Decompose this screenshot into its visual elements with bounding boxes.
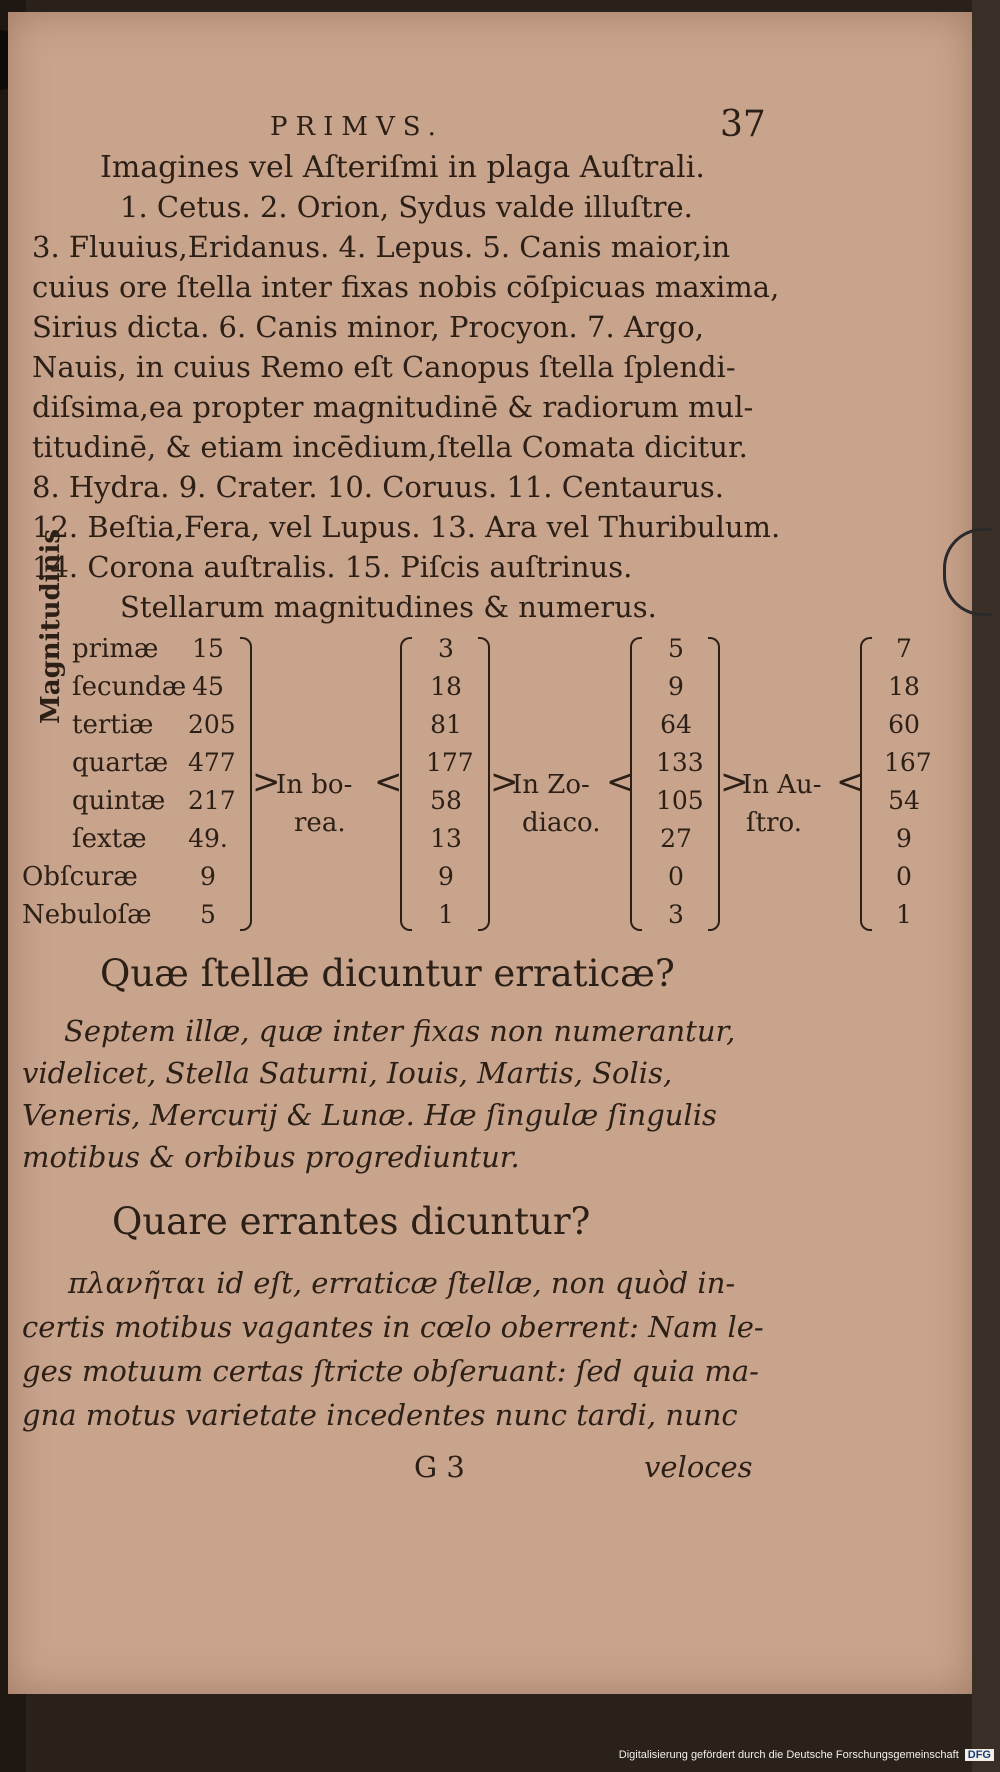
text-line: 12. Beſtia,Fera, vel Lupus. 13. Ara vel Thuribulum. (32, 510, 781, 544)
section-heading: Quare errantes dicuntur? (112, 1200, 591, 1243)
austro-value: 18 (888, 672, 920, 701)
running-head: PRIMVS. (270, 112, 444, 142)
austro-value: 1 (896, 900, 912, 929)
borea-value: 9 (438, 862, 454, 891)
table-row-label: tertiæ (72, 710, 154, 740)
page-header (8, 104, 972, 152)
digitization-credit (619, 1744, 994, 1766)
austro-value: 9 (896, 824, 912, 853)
brace (240, 637, 252, 931)
austro-value: 7 (896, 634, 912, 663)
borea-value: 81 (430, 710, 462, 739)
signature-mark: G 3 (414, 1450, 465, 1484)
table-row-label: quintæ (72, 786, 166, 816)
text-line: πλανῆται id eſt, erraticæ ſtellæ, non quòd in- (68, 1266, 736, 1300)
text-line: certis motibus vagantes in cœlo oberrent: Nam le- (22, 1310, 764, 1344)
text-line: titudinē, & etiam incēdium,ſtella Comata dicitur. (32, 430, 748, 464)
page-number: 37 (720, 104, 766, 145)
borea-value: 13 (430, 824, 462, 853)
austro-value: 54 (888, 786, 920, 815)
section-heading: Imagines vel Aſteriſmi in plaga Auſtrali. (100, 150, 705, 185)
borea-value: 18 (430, 672, 462, 701)
brace (630, 637, 642, 931)
text-line: gna motus varietate incedentes nunc tardi, nunc (22, 1398, 738, 1432)
group-label-zodiaco: In Zo- diaco. (512, 770, 601, 838)
group-label-austro: In Au- ſtro. (742, 770, 822, 838)
text-line: diſsima,ea propter magnitudinē & radiorum mul- (32, 390, 754, 424)
total-value: 49. (188, 824, 228, 853)
text-line: 3. Fluuius,Eridanus. 4. Lepus. 5. Canis maior,in (32, 230, 731, 264)
book-page (8, 12, 972, 1694)
zodiaco-value: 0 (668, 862, 684, 891)
borea-value: 58 (430, 786, 462, 815)
zodiaco-value: 27 (660, 824, 692, 853)
total-value: 45 (192, 672, 224, 701)
total-value: 217 (188, 786, 236, 815)
zodiaco-value: 5 (668, 634, 684, 663)
brace (708, 637, 720, 931)
brace-point: < (606, 762, 635, 802)
zodiaco-value: 64 (660, 710, 692, 739)
brace (400, 637, 412, 931)
text-line: Sirius dicta. 6. Canis minor, Procyon. 7. Argo, (32, 310, 704, 344)
borea-value: 1 (438, 900, 454, 929)
text-line: videlicet, Stella Saturni, Iouis, Martis, Solis, (22, 1056, 673, 1090)
austro-value: 0 (896, 862, 912, 891)
table-row-label: Obſcuræ (22, 862, 138, 892)
table-row-label: ſecundæ (72, 672, 187, 702)
borea-value: 3 (438, 634, 454, 663)
total-value: 9 (200, 862, 216, 891)
zodiaco-value: 3 (668, 900, 684, 929)
text-line: 8. Hydra. 9. Crater. 10. Coruus. 11. Centaurus. (32, 470, 725, 504)
brace-point: > (252, 762, 281, 802)
brace-point: < (374, 762, 403, 802)
total-value: 5 (200, 900, 216, 929)
dfg-logo: DFG (965, 1749, 994, 1761)
table-caption: Stellarum magnitudines & numerus. (120, 590, 657, 624)
brace (478, 637, 490, 931)
brace-point: > (490, 762, 519, 802)
total-value: 477 (188, 748, 236, 777)
page-edge (972, 0, 1000, 1772)
table-row-label: quartæ (72, 748, 169, 778)
brace-point: < (836, 762, 865, 802)
brace-point: > (720, 762, 749, 802)
text-line: cuius ore ſtella inter fixas nobis cōſpicuas maxima, (32, 270, 780, 304)
text-line: Veneris, Mercurij & Lunæ. Hæ ſingulæ ſingulis (22, 1098, 717, 1132)
table-row-label: primæ (72, 634, 159, 664)
group-label-borea: In bo- rea. (276, 770, 353, 838)
zodiaco-value: 133 (656, 748, 704, 777)
text-line: ges motuum certas ſtricte obſeruant: ſed quia ma- (22, 1354, 759, 1388)
austro-value: 167 (884, 748, 932, 777)
catchword: veloces (644, 1450, 753, 1484)
magnitude-vertical-label: Magnitudinis (36, 529, 66, 724)
text-line: Nauis, in cuius Remo eſt Canopus ſtella ſplendi- (32, 350, 736, 384)
table-row-label: Nebuloſæ (22, 900, 152, 930)
table-row-label: ſextæ (72, 824, 147, 854)
section-heading: Quæ ſtellæ dicuntur erraticæ? (100, 952, 675, 995)
austro-value: 60 (888, 710, 920, 739)
borea-value: 177 (426, 748, 474, 777)
brace (860, 637, 872, 931)
text-line: Septem illæ, quæ inter fixas non numerantur, (64, 1014, 736, 1048)
zodiaco-value: 105 (656, 786, 704, 815)
zodiaco-value: 9 (668, 672, 684, 701)
text-line: 1. Cetus. 2. Orion, Sydus valde illuſtre. (120, 190, 693, 224)
text-line: motibus & orbibus progrediuntur. (22, 1140, 520, 1174)
text-line: 14. Corona auſtralis. 15. Piſcis auſtrinus. (32, 550, 633, 584)
total-value: 15 (192, 634, 224, 663)
total-value: 205 (188, 710, 236, 739)
credit-text: Digitalisierung gefördert durch die Deutsche Forschungsgemeinschaft (618, 1749, 959, 1761)
